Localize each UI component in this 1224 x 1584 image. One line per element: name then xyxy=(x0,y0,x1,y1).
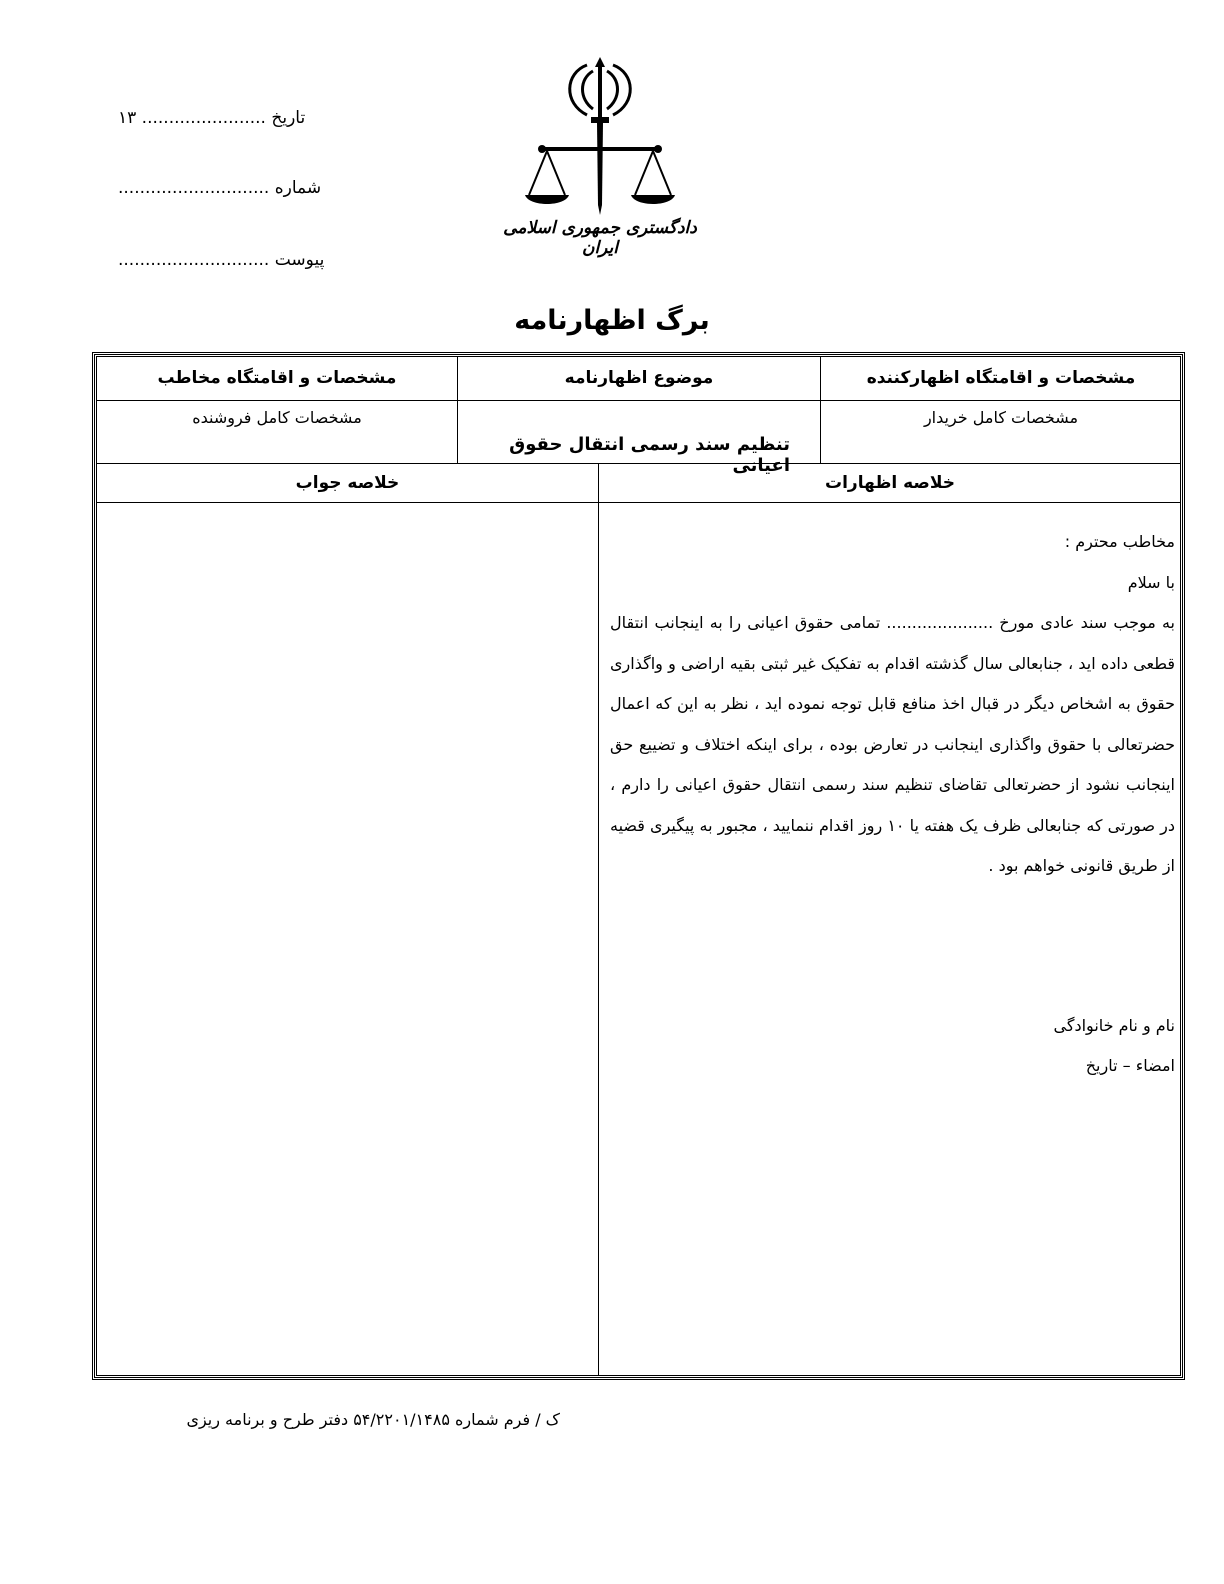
form-number-footer: ک / فرم شماره ۵۴/۲۲۰۱/۱۴۸۵ دفتر طرح و برنامه ریزی xyxy=(186,1410,560,1429)
greeting: با سلام xyxy=(1127,572,1175,592)
statements-header: خلاصه اظهارات xyxy=(825,473,955,493)
number-value: ............................ xyxy=(118,178,270,198)
page-title: برگ اظهارنامه xyxy=(514,305,710,336)
signature-label: امضاء – تاریخ xyxy=(1085,1056,1175,1075)
date-value: ....................... ۱۳ xyxy=(118,108,266,128)
subject-value: تنظیم سند رسمی انتقال حقوق اعیانی xyxy=(509,434,790,476)
name-label: نام و نام خانوادگی xyxy=(1053,1016,1175,1035)
statement-paragraph: به موجب سند عادی مورخ ..................... تمامی حقوق اعیانی را به اینجانب انتقال قطعی داده اید ، جنابعالی سال گذشته اقدام به تفکیک غیر ثبتی بقیه اراضی و واگذاری حقوق به اشخاص دیگر در قبال اخذ منافع قابل توجه نموده اید ، نظر به این که اعمال حضرتعالی با حقوق واگذاری اینجانب در تعارض بوده ، برای اینکه اختلاف و تضییع حق اینجانب نشود از حضرتعالی تقاضای تنظیم سند رسمی انتقال حقوق اعیانی را دارم ، در صورتی که جنابعالی ظرف یک هفته یا ۱۰ روز اقدام ننمایید ، مجبور به پیگیری قضیه از طریق قانونی خواهم بود . xyxy=(610,613,1176,875)
declarant-header: مشخصات و اقامتگاه اظهارکننده xyxy=(866,368,1136,388)
addressee-value: مشخصات کامل فروشنده xyxy=(192,408,362,427)
date-label: تاریخ xyxy=(271,108,306,128)
date-line xyxy=(118,108,305,128)
summary-column-divider xyxy=(598,463,599,1376)
addressee-header: مشخصات و اقامتگاه مخاطب xyxy=(157,368,397,388)
attachment-label: پیوست xyxy=(274,250,325,270)
reply-header: خلاصه جواب xyxy=(295,473,400,493)
header-row-divider xyxy=(96,400,1181,401)
number-line xyxy=(118,178,321,198)
summary-header-divider xyxy=(96,502,1181,503)
subject-header: موضوع اظهارنامه xyxy=(564,368,714,388)
salutation: مخاطب محترم : xyxy=(1064,532,1175,551)
statement-body xyxy=(610,522,1175,887)
number-label: شماره xyxy=(274,178,322,198)
attachment-value: ............................ xyxy=(118,250,270,270)
attachment-line xyxy=(118,250,324,270)
emblem-caption: دادگستری جمهوری اسلامی ایران xyxy=(503,218,697,258)
declarant-value: مشخصات کامل خریدار xyxy=(923,408,1079,427)
